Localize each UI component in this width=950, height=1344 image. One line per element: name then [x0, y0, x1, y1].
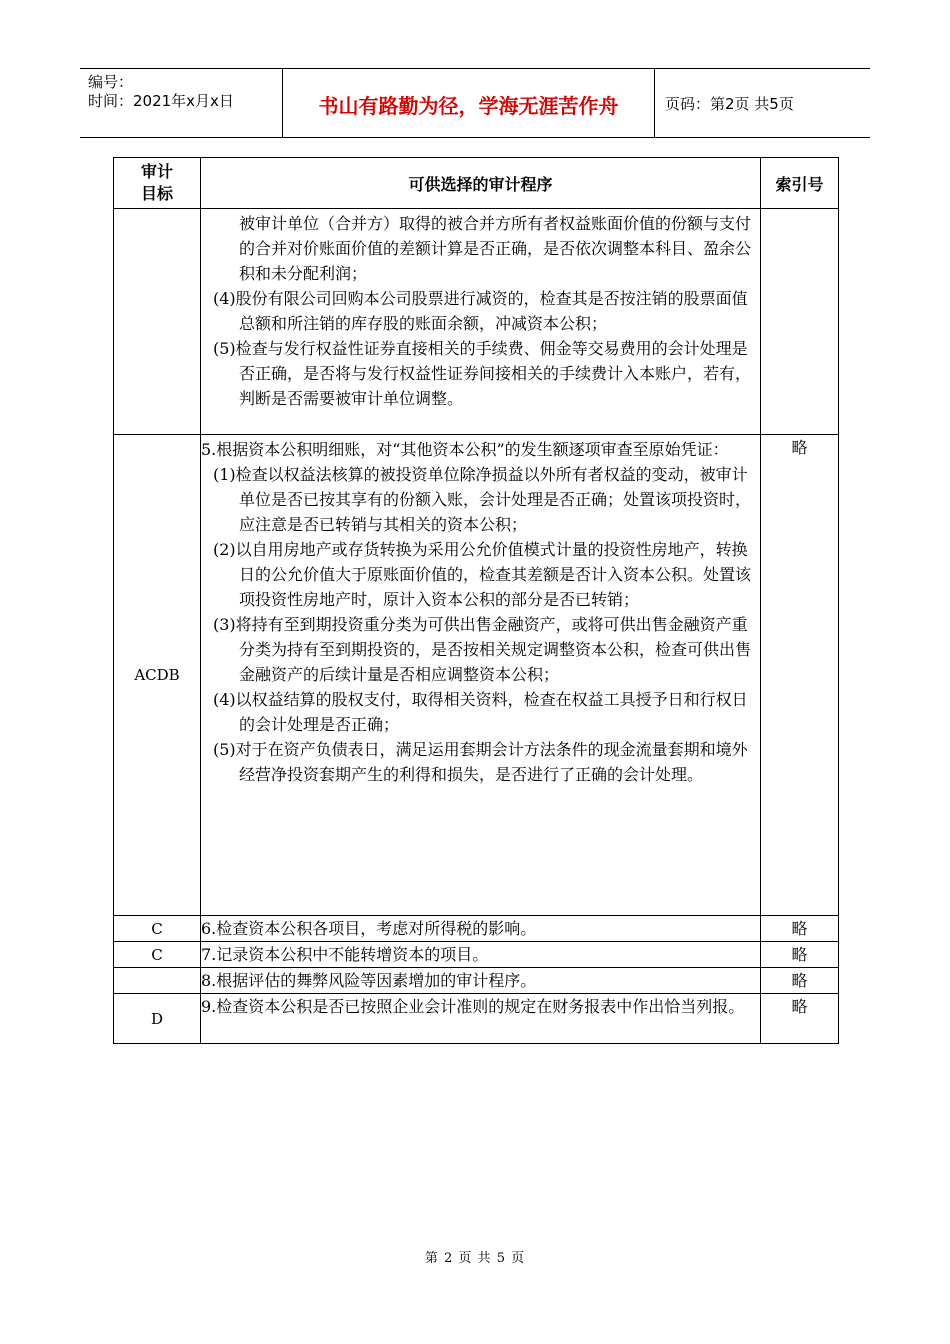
audit-procedure-table	[113, 157, 839, 1044]
header-audit-procedure: 可供选择的审计程序	[201, 158, 761, 209]
document-header	[80, 68, 870, 138]
procedure-item: (5)对于在资产负债表日，满足运用套期会计方法条件的现金流量套期和境外经营净投资套期产生的利得和损失，是否进行了正确的会计处理。	[213, 740, 748, 784]
row-index	[761, 209, 839, 435]
table-row	[114, 916, 839, 942]
table-row	[114, 968, 839, 994]
document-number-label: 编号：	[88, 73, 134, 91]
header-page-number: 页码：第2页 共5页	[665, 94, 794, 113]
procedure-item: (4)以权益结算的股权支付，取得相关资料，检查在权益工具授予日和行权日的会计处理是否正确；	[213, 690, 748, 734]
procedure-item: (1)检查以权益法核算的被投资单位除净损益以外所有者权益的变动，被审计单位是否已按其享有的份额入账，会计处理是否正确；处置该项投资时，应注意是否已转销与其相关的资本公积；	[213, 465, 752, 534]
row-procedure	[201, 209, 761, 435]
procedure-line: (5)检查与发行权益性证券直接相关的手续费、佣金等交易费用的会计处理是否正确，是否将与发行权益性证券间接相关的手续费计入本账户，若有，判断是否需要被审计单位调整。	[213, 339, 752, 408]
table-row	[114, 209, 839, 435]
row-index: 略	[761, 916, 839, 942]
row-target	[114, 968, 201, 994]
row-procedure: 8.根据评估的舞弊风险等因素增加的审计程序。	[201, 968, 761, 994]
header-audit-target: 审计目标	[114, 158, 201, 209]
row-target: C	[114, 916, 201, 942]
page-footer: 第 2 页 共 5 页	[424, 1251, 526, 1266]
row-index: 略	[761, 942, 839, 968]
table-header-row	[114, 158, 839, 209]
row-target	[114, 209, 201, 435]
row-procedure	[201, 435, 761, 916]
procedure-line: 被审计单位（合并方）取得的被合并方所有者权益账面价值的份额与支付的合并对价账面价值的差额计算是否正确，是否依次调整本科目、盈余公积和未分配利润；	[239, 214, 752, 283]
table-row	[114, 942, 839, 968]
document-date-label: 时间：2021年x月x日	[88, 92, 234, 110]
row-index: 略	[761, 968, 839, 994]
procedure-line: (4)股份有限公司回购本公司股票进行减资的，检查其是否按注销的股票面值总额和所注销的库存股的账面余额，冲减资本公积；	[213, 289, 748, 333]
table-row	[114, 435, 839, 916]
header-meta	[80, 69, 283, 137]
row-index: 略	[761, 435, 839, 916]
header-motto: 书山有路勤为径，学海无涯苦作舟	[283, 69, 655, 137]
row-index: 略	[761, 994, 839, 1044]
header-index-number: 索引号	[761, 158, 839, 209]
row-target: ACDB	[114, 435, 201, 916]
row-procedure: 7.记录资本公积中不能转增资本的项目。	[201, 942, 761, 968]
procedure-intro: 5.根据资本公积明细账，对“其他资本公积”的发生额逐项审查至原始凭证：	[201, 440, 729, 459]
row-procedure: 6.检查资本公积各项目，考虑对所得税的影响。	[201, 916, 761, 942]
procedure-item: (3)将持有至到期投资重分类为可供出售金融资产，或将可供出售金融资产重分类为持有至到期投资的，是否按相关规定调整资本公积，检查可供出售金融资产的后续计量是否相应调整资本公积；	[213, 615, 752, 684]
table-row	[114, 994, 839, 1044]
row-procedure: 9.检查资本公积是否已按照企业会计准则的规定在财务报表中作出恰当列报。	[201, 994, 761, 1044]
row-target: C	[114, 942, 201, 968]
row-target: D	[114, 994, 201, 1044]
procedure-item: (2)以自用房地产或存货转换为采用公允价值模式计量的投资性房地产，转换日的公允价值大于原账面价值的，检查其差额是否计入资本公积。处置该项投资性房地产时，原计入资本公积的部分是否已转销；	[213, 540, 752, 609]
